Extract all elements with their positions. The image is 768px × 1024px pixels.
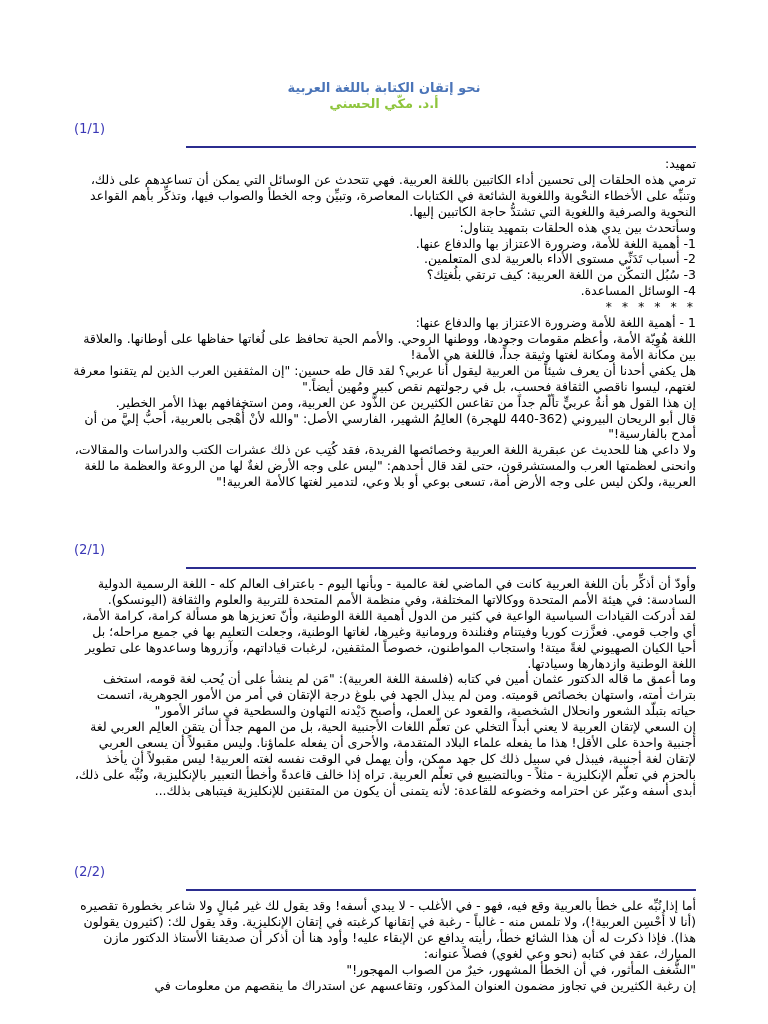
- section-body-2: [72, 576, 696, 799]
- paragraph: إن السعي لإتقان العربية لا يعني أبداً التخلي عن تعلّم اللغات الأجنبية الحية، بل من المهم جداً أن يتقن العالِم العربي لغة أجنبية واحدة على الأقل! هذا ما يفعله علماء البلاد المتقدمة، والأحرى أن يفعله علماؤنا. وليس مقبولاً أن يسعى العربي لإتقان لغة أجنبية، فيبذل في سبيل ذلك كل جهد ممكن، وأن يهمل في الوقت نفسه لغته العربية! ليس مقبولاً أن يأخذ بالحزم في تعلّم الإنكليزية - مثلاً - وبالتضييع في تعلّم العربية. تراه إذا خالف قاعدةً وأخطأ التعبير بالإنكليزية، ونُبِّه على ذلك، أبدى أسفه وعبّر عن احترامه وخضوعه للقاعدة: لأنه يتمنى أن يكون من المتقنين للإنكليزية فيتباهى بذلك...: [74, 719, 696, 798]
- section-number: (2/2): [74, 865, 106, 880]
- paragraph: إن رغبة الكثيرين في تجاوز مضمون العنوان المذكور، وتقاعسهم عن استدراك ما ينقصهم من معلومات في: [154, 977, 696, 993]
- separator-stars: * * * * * *: [605, 299, 696, 315]
- section-label-1: [72, 122, 696, 138]
- paragraph: تمهيد:: [664, 156, 696, 171]
- list-item: 1- أهمية اللغة للأمة، وضرورة الاعتزاز بها والدفاع عنها.: [415, 235, 696, 251]
- article-author: أ.د. مكّي الحسني: [329, 97, 439, 112]
- paragraph: 1 - أهمية اللغة للأمة وضرورة الاعتزاز بها والدفاع عنها:: [415, 315, 696, 331]
- paragraph: وما أعمق ما قاله الدكتور عثمان أمين في كتابه (فلسفة اللغة العربية): "مَن لم ينشأ على أن يُحب لغة قومه، استخف بتراث أمته، واستهان بخصائص قوميته. ومن لم يبذل الجهد في بلوغ درجة الإتقان في أمر من الأمور الجوهرية، اتسمت حياته بتبلّد الشعور وانحلال الشخصية، والقعود عن العمل، وأصبح دَيْدنه التهاون والسطحية في سائر الأمور": [96, 671, 696, 719]
- section-divider: [186, 889, 696, 891]
- section-label-3: [72, 865, 696, 881]
- paragraph: وأودّ أن أذكِّر بأن اللغة العربية كانت في الماضي لغة عالمية - وبأنها اليوم - باعتراف العالم كله - اللغة الرسمية الدولية السادسة: في هيئة الأمم المتحدة ووكالاتها المختلفة، وفي منظمة الأمم المتحدة للتربية والعلوم والثقافة (اليونسكو).: [97, 576, 696, 607]
- list-item: 3- سُبُل التمكّن من اللغة العربية: كيف ترتقي بلُغتِك؟: [426, 267, 696, 283]
- section-divider: [186, 146, 696, 148]
- list-item: 2- أسباب تَدَنِّي مستوى الأداء بالعربية لدى المتعلمين.: [424, 251, 696, 267]
- paragraph: ترمي هذه الحلقات إلى تحسين أداء الكاتبين باللغة العربية. فهي تتحدث عن الوسائل التي يمكن أن تساعدهم على ذلك، وتنبِّه على الأخطاء النحْوية واللغوية الشائعة في الكتابات المعاصرة، وتبيِّن وجه الخطأ والصواب فيها، وتذكِّر بأهم القواعد النحوية والصرفية واللغوية التي تشتدُّ حاجة الكاتبين إليها.: [90, 171, 696, 219]
- section-body-3: [72, 898, 696, 993]
- paragraph: قال أبو الريحان البيروني (362-440 للهجرة) العالِمُ الشهير، الفارسي الأصل: "والله لأنْ أُهْجى بالعربية، أحبُّ إليَّ من أن أمدح بالفارسية!": [84, 410, 696, 442]
- paragraph: ولا داعي هنا للحديث عن عبقرية اللغة العربية وخصائصها الفريدة، فقد كُتِب عن ذلك عشرات الكتب والدراسات والمقالات، وانحنى لعظمتها العرب والمستشرقون، حتى لقد قال أحدهم: "ليس على وجه الأرض لغةٌ لها من الروعة والعظمة ما للغة العربية، ولكن ليس على وجه الأرض أمة، تسعى بوعي أو بلا وعي، لتدمير لغتها كالأمة العربية!": [74, 442, 696, 490]
- section-body-1: [72, 156, 696, 490]
- paragraph: إن هذا القول هو أنةُ عربيٍّ تألّم جداً من تقاعس الكثيرين عن الذَّود عن العربية، ومن استخفافهم بهذا الأمر الخطير.: [115, 394, 696, 410]
- list-item: 4- الوسائل المساعدة.: [580, 283, 696, 299]
- section-number: (2/1): [74, 543, 106, 558]
- paragraph: أما إذا نُبِّه على خطأ بالعربية وقع فيه، فهو - في الأغلب - لا يبدي أسفه! وقد يقول لك غير مُبالٍ ولا شاعر بخطورة تقصيره (أنا لا أُحْسِن العربية!)، ولا تلمس منه - غالباً - رغبة في إتقانها كرغبته في إتقان الإنكليزية. وقد يقول لك: (كثيرون يقولون هذا). فإذا ذكرت له أن هذا الشائع خطأ، رأيته يدافع عن الإبقاء عليه! وأود هنا أن أذكر أن صديقنا الأستاذ الدكتور مازن المبارك، عقد في كتابه (نحو وعي لغوي) فصلاً عنوانه:: [80, 898, 696, 961]
- paragraph: وسأتحدث بين يدي هذه الحلقات بتمهيد يتناول:: [459, 219, 696, 235]
- section-number: (1/1): [74, 122, 106, 137]
- paragraph: هل يكفي أحدنا أن يعرف شيئاً من العربية ليقول أنا عربي؟ لقد قال طه حسين: "إن المثقفين العرب الذين لم يتقنوا معرفة لغتهم، ليسوا ناقصي الثقافة فحسب، بل في رجولتهم نقص كبير ومُهين أيضاً.": [73, 362, 696, 394]
- paragraph: لقد أدركت القيادات السياسية الواعية في كثير من الدول أهمية اللغة الوطنية، وأنّ تعزيزها هو مسألة كرامة، كرامة الأمة، أي واجب قومي. فعزَّزت كوريا وفيتنام وفنلندة ورومانية وغيرها، لغاتها الوطنية، وجعلت التعليم بها في جميع مراحله؛ بل أحيا الكيان الصهيوني لغةً ميتة! واستجاب المواطنون، خصوصاً المثقفين، لرغبات قياداتهم، وآزروها وساعدوها على تطوير اللغة الوطنية وازدهارها وسيادتها.: [81, 607, 696, 671]
- quote: "الشُّغف المأثور، في أن الخطأ المشهور، خيرٌ من الصواب المهجور!": [346, 961, 696, 977]
- article-title: نحو إتقان الكتابة باللغة العربية: [287, 81, 481, 96]
- section-label-2: [72, 543, 696, 559]
- paragraph: اللغة هُوِيّة الأمة، وأعظم مقومات وجودها، ووطنها الروحي. والأمم الحية تحافظ على لُغاتها حفاظها على أوطانها. والعلاقة بين مكانة الأمة ومكانة لغتها وثيقة جداً، فاللغة هي الأمة!: [83, 330, 696, 362]
- section-divider: [186, 567, 696, 569]
